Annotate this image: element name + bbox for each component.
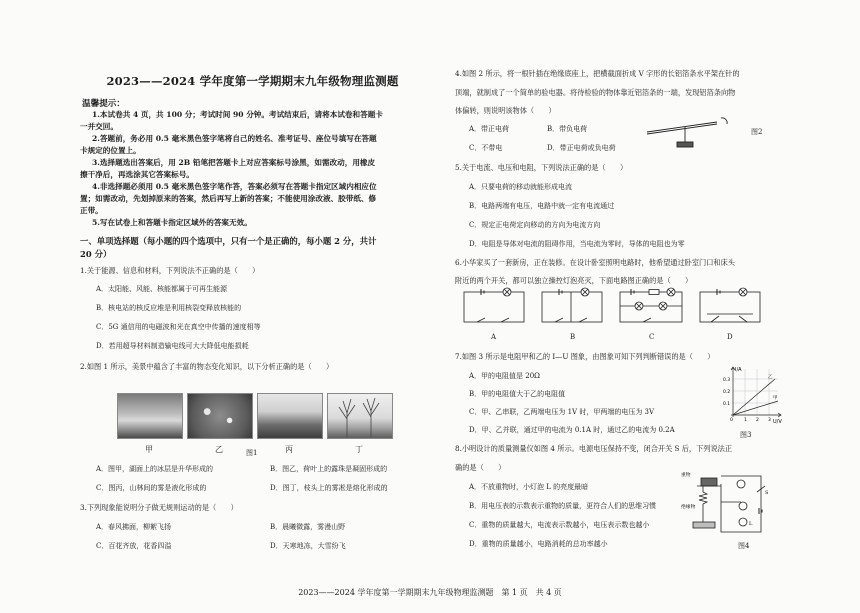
q4-stem-line-2: 顶端，就制成了一个简单的验电器。将待检验的物体靠近铝箔条的一端，发现铝箔条向物: [455, 88, 736, 97]
graph-y-tick-0-3: 0.3: [723, 378, 731, 383]
circuit-c: [619, 288, 683, 324]
tip-1-line-2: 一并交回。: [80, 122, 118, 131]
circuit-label-d: D: [727, 333, 733, 341]
q1-option-a: A．太阳能、风能、核能都属于可再生能源: [96, 285, 228, 293]
tips-heading: 温馨提示：: [82, 99, 125, 109]
circuit-label-a: A: [491, 333, 497, 341]
photo-jia-frozen-lake: [117, 393, 183, 439]
right-column: [455, 0, 795, 613]
photo-label-yi: 乙: [215, 445, 223, 454]
q7-option-d: D．甲、乙并联，通过甲的电流为 0.1A 时，通过乙的电流为 0.2A: [469, 426, 675, 434]
graph-x-tick-2: 2: [756, 418, 759, 423]
graph-x-tick-0: 0: [730, 418, 733, 423]
q4-option-b: B．带负电荷: [547, 125, 588, 133]
section-1-title-line-2: 20 分）: [80, 249, 112, 259]
circuit-a: [463, 288, 525, 324]
q3-option-d: D．天寒地冻，大雪纷飞: [270, 542, 346, 550]
left-column: [80, 0, 425, 613]
q2-stem: 2.如图 1 所示，美景中蕴含了丰富的物态变化知识，以下分析正确的是（ ）: [80, 362, 334, 371]
label-lamp: L: [749, 521, 753, 527]
q4-option-d: D．带正电荷或负电荷: [547, 144, 616, 152]
q3-option-b: B．晨曦微露，雾漫山野: [270, 523, 346, 531]
tip-3-line-1: 3.选择题选出答案后，用 2B 铅笔把答题卡上对应答案标号涂黑，如需改动，用橡皮: [92, 158, 376, 167]
circuit-d: [699, 288, 761, 324]
q2-option-b: B．图乙，荷叶上的露珠是凝固形成的: [270, 465, 388, 473]
q6-stem-line-1: 6.小华家买了一套新房，正在装修。在设计卧室照明电路时，他希望通过卧室门口和床头: [455, 258, 735, 267]
q2-option-a: A．图甲，湖面上的冰层是升华形成的: [96, 465, 214, 473]
iu-graph: [723, 365, 785, 425]
q7-option-a: A．甲的电阻值是 20Ω: [469, 372, 540, 380]
label-insulator: 绝缘物: [681, 505, 696, 510]
q8-option-a: A．不放重物时，小灯泡 L 的亮度最暗: [469, 483, 589, 491]
graph-y-tick-0-2: 0.2: [723, 390, 731, 395]
photo-yi-dew-on-leaf: [187, 393, 253, 439]
q8-stem-line-1: 8.小明设计的质量测量仪如图 4 所示。电源电压保持不变，闭合开关 S 后，下列说法正: [455, 444, 733, 453]
graph-x-tick-3: 3: [768, 418, 771, 423]
q8-option-d: D．重物的质量越小，电路消耗的总功率越小: [469, 540, 608, 548]
rime-trees-drawing: [327, 393, 391, 437]
figure-1-caption: 图1: [246, 449, 258, 457]
tip-3-line-2: 擦干净后，再选涂其它答案标号。: [80, 170, 194, 179]
q4-stem-line-1: 4.如图 2 所示，将一根针插在绝缘底座上，把横截面折成 V 字形的长铝箔条水平架在针的: [455, 69, 740, 78]
tip-2-line-1: 2.答题前，务必用 0.5 毫米黑色签字笔将自己的姓名、准考证号、座位号填写在答题: [92, 134, 377, 143]
graph-y-tick-0-1: 0.1: [723, 402, 731, 407]
q3-stem: 3.下列现象能说明分子做无规则运动的是（ ）: [80, 503, 238, 512]
tip-4-line-1: 4.非选择题必须用 0.5 毫米黑色签字笔作答，答案必须写在答题卡指定区域内相应位: [92, 182, 377, 191]
tip-1-line-1: 1.本试卷共 4 页，共 100 分；考试时间 90 分钟。考试结束后，请将本试卷和答题卡: [92, 110, 383, 119]
circuit-label-b: B: [570, 333, 576, 341]
label-weight: 重物: [681, 473, 691, 478]
q1-option-d: D．若用超导材料制造输电线可大大降低电能损耗: [96, 342, 249, 350]
q8-option-b: B．用电压表的示数表示重物的质量，更符合人们的思维习惯: [469, 502, 657, 510]
q7-option-c: C．甲、乙串联，乙两端电压为 1V 时，甲两端的电压为 3V: [469, 408, 655, 416]
tip-2-line-2: 卡规定的位置上。: [80, 146, 141, 155]
q7-option-b: B．甲的电阻值大于乙的电阻值: [469, 390, 566, 398]
q4-stem-line-3: 体偏转，则说明该物体（ ）: [455, 106, 556, 115]
electroscope-figure: [645, 110, 735, 150]
exam-title: 2023——2024 学年度第一学期期末九年级物理监测题: [106, 74, 399, 88]
tip-4-line-3: 正带。: [80, 206, 103, 215]
q3-option-a: A．春风拂面，柳絮飞扬: [96, 523, 172, 531]
figure-3-caption: 图3: [740, 431, 752, 439]
q1-option-b: B．核电站的核反应堆是利用核裂变释放核能的: [96, 304, 242, 312]
q5-option-d: D．电阻是导体对电流的阻碍作用，当电流为零时，导体的电阻也为零: [469, 240, 685, 248]
graph-y-label: I/A: [735, 367, 742, 373]
q8-option-c: C．重物的质量越大，电流表示数越小，电压表示数也越小: [469, 521, 650, 529]
q5-option-b: B．电路两端有电压，电路中就一定有电流通过: [469, 202, 615, 210]
tip-4-line-2: 置；如需改动，先划掉原来的答案，然后再写上新的答案；不能使用涂改液、胶带纸、修: [80, 194, 377, 203]
q4-option-a: A．带正电荷: [469, 125, 510, 133]
q2-option-d: D．图丁，枝头上的雾凇是熔化形成的: [270, 484, 388, 492]
figure-4-caption: 图4: [738, 542, 750, 550]
circuit-label-c: C: [649, 333, 655, 341]
q5-stem: 5.关于电流、电压和电阻，下列说法正确的是（ ）: [455, 163, 628, 172]
q4-option-c: C．不带电: [469, 144, 503, 152]
q5-option-c: C．规定正电荷定向移动的方向为电流方向: [469, 221, 601, 229]
q3-option-c: C．百花齐放，花香四溢: [96, 542, 172, 550]
photo-bing-mountain-fog: [257, 393, 323, 439]
figure-2-caption: 图2: [751, 128, 763, 136]
graph-x-label: U/V: [773, 419, 782, 425]
q2-option-c: C．图丙，山林间的雾是液化形成的: [96, 484, 207, 492]
section-1-title-line-1: 一、单项选择题（每小题的四个选项中，只有一个是正确的，每小题 2 分，共计: [80, 236, 377, 246]
photo-label-ding: 丁: [355, 445, 363, 454]
photo-label-jia: 甲: [145, 445, 153, 454]
graph-x-tick-1: 1: [744, 418, 747, 423]
photo-label-bing: 丙: [285, 445, 293, 454]
tip-5-line-1: 5.写在试卷上和答题卡指定区域外的答案无效。: [92, 218, 252, 227]
page-footer: 2023——2024 学年度第一学期期末九年级物理监测题 第 1 页 共 4 页: [298, 588, 562, 597]
q1-option-c: C．5G 通信用的电磁波和光在真空中传播的速度相等: [96, 323, 261, 331]
circuit-b: [541, 288, 603, 324]
graph-series-jia: 甲: [773, 396, 778, 401]
mass-meter-figure: [681, 462, 773, 540]
q6-stem-line-2: 附近的两个开关，都可以独立操控灯泡亮灭，下面电路图正确的是（ ）: [455, 276, 693, 285]
q7-stem: 7.如图 3 所示是电阻甲和乙的 I—U 图象，由图象可知下列判断错误的是（ ）: [455, 352, 715, 361]
q8-stem-line-2: 确的是（ ）: [455, 463, 506, 472]
q5-option-a: A．只要电荷的移动就能形成电流: [469, 183, 573, 191]
q1-stem: 1.关于能源、信息和材料，下列说法不正确的是（ ）: [80, 266, 260, 275]
label-switch: S: [765, 490, 769, 496]
graph-series-yi: 乙: [768, 375, 773, 380]
